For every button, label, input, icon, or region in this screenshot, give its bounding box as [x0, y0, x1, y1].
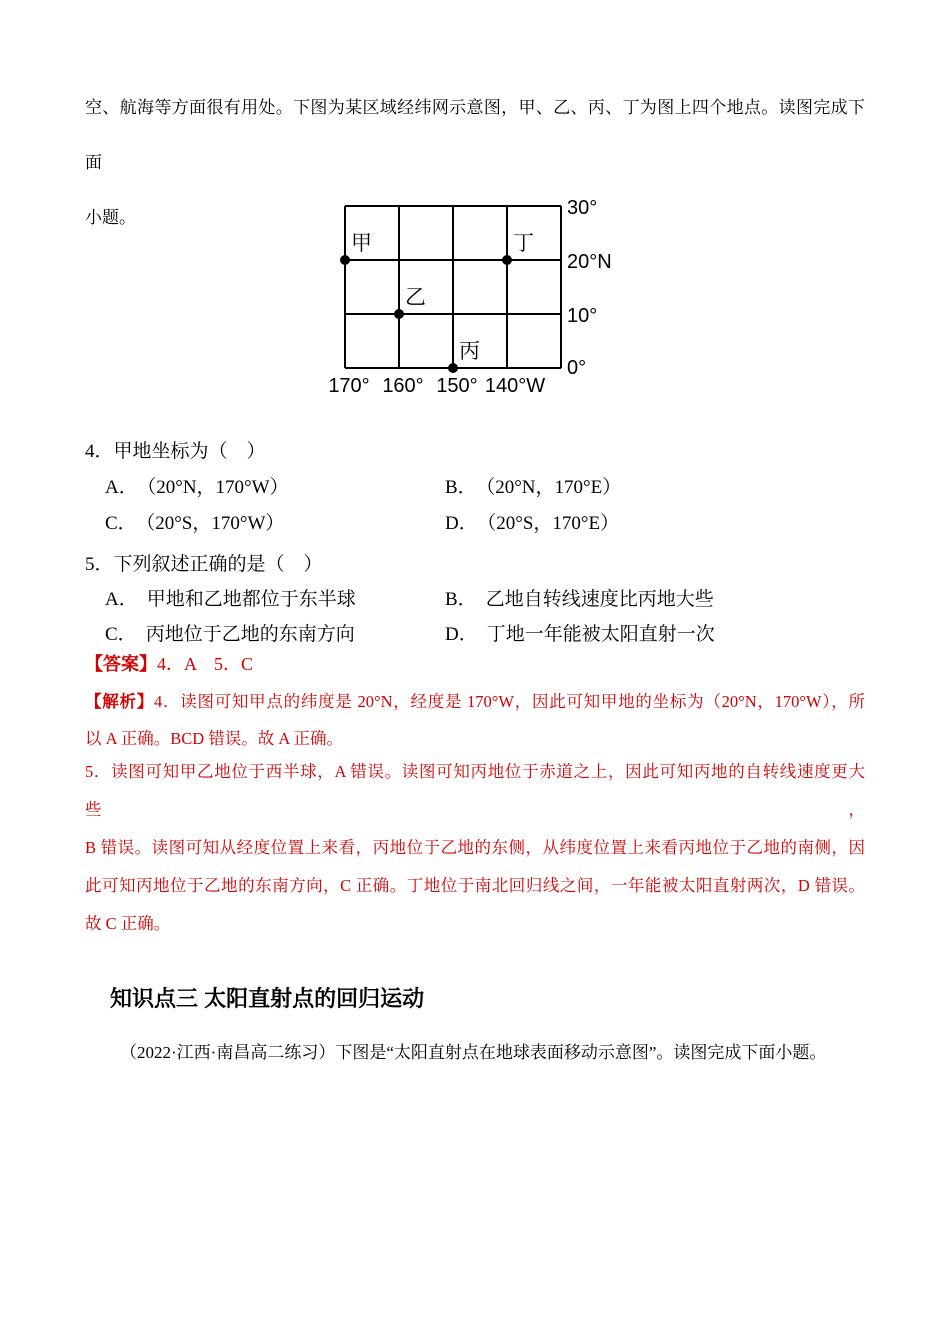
- question-4: [85, 434, 865, 542]
- section-heading: 知识点三 太阳直射点的回归运动: [110, 986, 425, 1011]
- q4-option-a-key: A．: [105, 477, 138, 498]
- question-5-options: [85, 582, 865, 652]
- point-label-yi: 乙: [405, 286, 426, 309]
- lon-label-150: 150°: [436, 375, 478, 397]
- lon-label-140w: 140°W: [484, 375, 546, 397]
- lon-label-170: 170°: [328, 375, 370, 397]
- analysis-q5-line-3: 此可知丙地位于乙地的东南方向，C 正确。丁地位于南北回归线之间，一年能被太阳直射两次，D 错误。: [85, 876, 865, 895]
- next-exercise-intro: （2022·江西·南昌高二练习）下图是“太阳直射点在地球表面移动示意图”。读图完成下面小题。: [120, 1043, 827, 1062]
- coordinate-grid-diagram: [315, 198, 645, 410]
- q4-option-a: [105, 470, 445, 506]
- q4-option-b: [445, 470, 865, 506]
- analysis-q5: [85, 753, 865, 943]
- point-label-jia: 甲: [351, 232, 372, 255]
- analysis-q5-line-1: 5．读图可知甲乙地位于西半球，A 错误。读图可知丙地位于赤道之上，因此可知丙地的自转线速度更大些，: [85, 762, 865, 819]
- question-5-stem: 5．下列叙述正确的是（ ）: [85, 554, 323, 575]
- point-dot-jia: [340, 255, 350, 265]
- q5-option-b-text: 乙地自转线速度比丙地大些: [485, 589, 714, 610]
- intro-line-1: 空、航海等方面很有用处。下图为某区域经纬网示意图，甲、乙、丙、丁为图上四个地点。读图完成下面: [85, 98, 865, 172]
- q5-option-a-text: 甲地和乙地都位于东半球: [146, 589, 356, 610]
- question-4-options: [85, 470, 865, 542]
- q5-option-a: [105, 582, 445, 617]
- answer-line: [85, 646, 865, 682]
- q5-option-d-text: 丁地一年能被太阳直射一次: [486, 624, 715, 645]
- intro-line-2: 小题。: [85, 208, 136, 227]
- q5-option-a-key: A．: [105, 589, 138, 610]
- question-4-stem: 4．甲地坐标为（ ）: [85, 441, 266, 462]
- q5-option-c-text: 丙地位于乙地的东南方向: [145, 624, 355, 645]
- q4-option-c: [105, 506, 445, 542]
- q4-option-b-key: B．: [445, 477, 477, 498]
- q4-option-d: [445, 506, 865, 542]
- analysis-q4: [85, 683, 865, 757]
- analysis-line-2: 以 A 正确。BCD 错误。故 A 正确。: [85, 729, 344, 748]
- analysis-q5-line-4: 故 C 正确。: [85, 914, 171, 933]
- lat-label-30: 30°: [567, 198, 598, 219]
- analysis-label: 【解析】: [85, 692, 154, 711]
- analysis-line-1-text: 4．读图可知甲点的纬度是 20°N，经度是 170°W，因此可知甲地的坐标为（20°N，170°W），所: [153, 692, 866, 711]
- point-label-bing: 丙: [459, 340, 480, 363]
- q4-option-b-text: （20°N，170°E）: [485, 477, 622, 498]
- q4-option-c-key: C．: [105, 513, 137, 534]
- q5-option-b-key: B．: [445, 589, 477, 610]
- q4-option-d-text: （20°S，170°E）: [486, 513, 620, 534]
- q5-option-b: [445, 582, 865, 617]
- analysis-line-1: [85, 683, 865, 720]
- q4-option-d-key: D．: [445, 513, 478, 534]
- point-dot-bing: [448, 363, 458, 373]
- point-label-ding: 丁: [513, 232, 534, 255]
- lat-label-0: 0°: [567, 357, 587, 379]
- lat-label-10: 10°: [567, 305, 598, 327]
- q5-option-d-key: D．: [445, 624, 478, 645]
- grid-figure: [315, 198, 645, 410]
- lat-label-20n: 20°N: [567, 251, 612, 273]
- grid-lines: [345, 206, 561, 368]
- q4-option-a-text: （20°N，170°W）: [146, 477, 289, 498]
- answer-label: 【答案】: [85, 654, 157, 674]
- q4-option-c-text: （20°S，170°W）: [145, 513, 285, 534]
- lon-label-160: 160°: [382, 375, 424, 397]
- q5-option-c-key: C．: [105, 624, 137, 645]
- question-5: [85, 547, 865, 652]
- answer-text: 4．A 5．C: [157, 654, 254, 674]
- point-dot-yi: [394, 309, 404, 319]
- analysis-q5-line-2: B 错误。读图可知从经度位置上来看，丙地位于乙地的东侧，从纬度位置上来看丙地位于乙地的南侧，因: [85, 838, 865, 857]
- point-dot-ding: [502, 255, 512, 265]
